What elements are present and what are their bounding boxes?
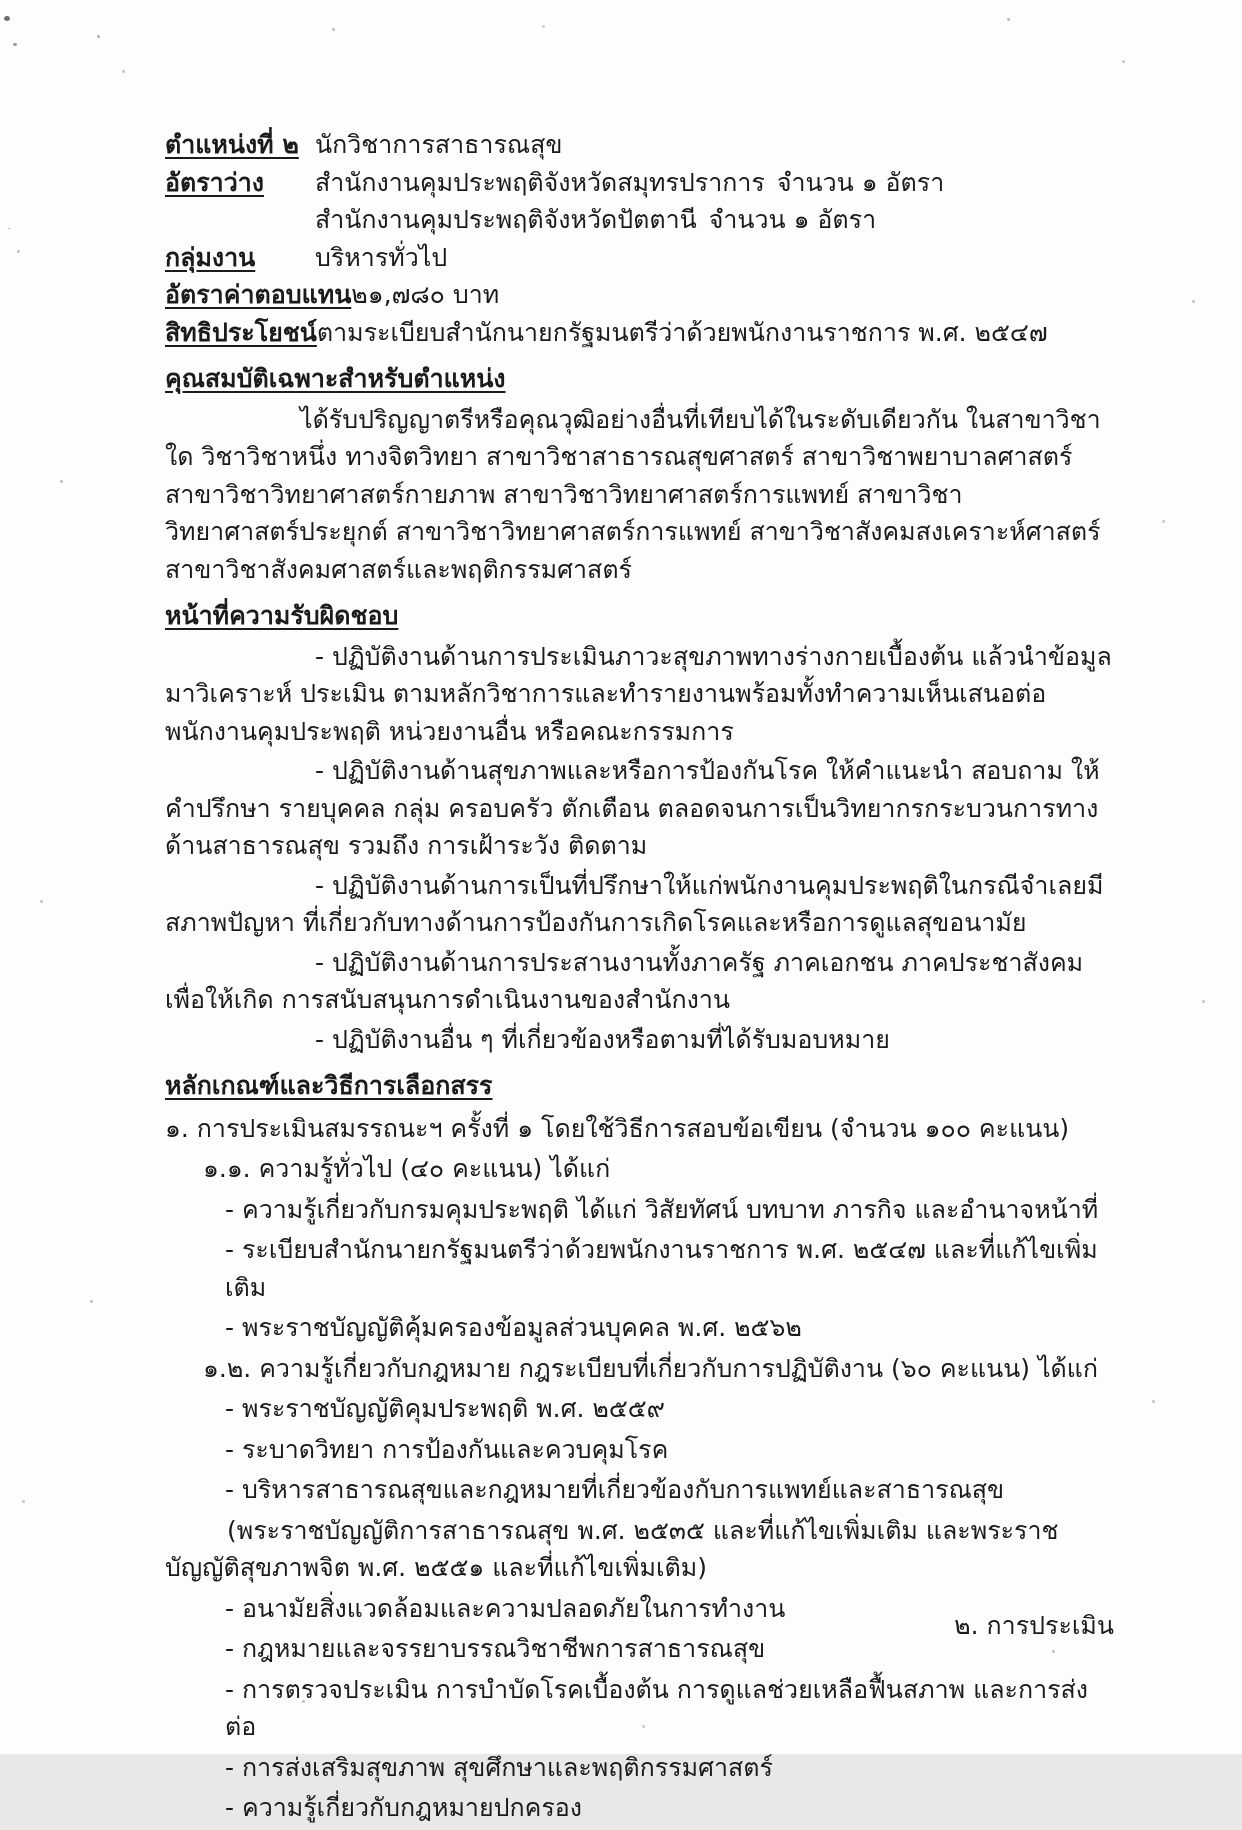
criteria-sub-1-2-title: ๑.๒. ความรู้เกี่ยวกับกฎหมาย กฎระเบียบที่เกี่ยวกับการปฏิบัติงาน (๖๐ คะแนน) ได้แก่ [203, 1353, 1099, 1383]
vacancy-count-1: จำนวน ๑ อัตรา [776, 167, 945, 197]
criteria-heading: หลักเกณฑ์และวิธีการเลือกสรร [165, 1071, 493, 1100]
document-content [165, 126, 1113, 1830]
qualifications-heading: คุณสมบัติเฉพาะสำหรับตำแหน่ง [165, 364, 506, 393]
criteria-sub-item: - บริหารสาธารณสุขและกฎหมายที่เกี่ยวข้องกับการแพทย์และสาธารณสุข [225, 1475, 1005, 1504]
criteria-sub-1-1-title: ๑.๑. ความรู้ทั่วไป (๔๐ คะแนน) ได้แก่ [203, 1154, 611, 1183]
criteria-sub-item: - ระบาดวิทยา การป้องกันและควบคุมโรค [225, 1434, 669, 1464]
vacancy-office-2: สำนักงานคุมประพฤติจังหวัดปัตตานี [315, 205, 697, 234]
criteria-sub-item: - พระราชบัญญัติคุ้มครองข้อมูลส่วนบุคคล พ.ศ. ๒๕๖๒ [225, 1313, 802, 1342]
criteria-sub-item: - พระราชบัญญัติคุมประพฤติ พ.ศ. ๒๕๕๙ [225, 1394, 665, 1423]
field-row-vacancy-1 [165, 164, 1113, 202]
criteria-sub-item: - ความรู้เกี่ยวกับกฎหมายปกครอง [225, 1793, 582, 1822]
position-value: นักวิชาการสาธารณสุข [315, 130, 563, 159]
duty-item: - ปฏิบัติงานด้านสุขภาพและหรือการป้องกันโรค ให้คำแนะนำ สอบถาม ให้คำปรึกษา รายบุคคล กลุ่ม ครอบครัว ตักเตือน ตลอดจนการเป็นวิทยากรกระบวนการทางด้านสาธารณสุข รวมถึง การเฝ้าระวัง ติดตาม [165, 756, 1100, 860]
criteria-item-1: ๑. การประเมินสมรรถนะฯ ครั้งที่ ๑ โดยใช้วิธีการสอบข้อเขียน (จำนวน ๑๐๐ คะแนน) [165, 1113, 1070, 1143]
criteria-sub-item: - การตรวจประเมิน การบำบัดโรคเบื้องต้น การดูแลช่วยเหลือฟื้นสภาพ และการส่งต่อ [225, 1674, 1089, 1741]
field-row-salary [165, 276, 1113, 314]
field-row-benefits [165, 314, 1113, 352]
benefits-label: สิทธิประโยชน์ [165, 317, 317, 347]
field-row-workgroup [165, 239, 1113, 277]
benefits-value: ตามระเบียบสำนักนายกรัฐมนตรีว่าด้วยพนักงานราชการ พ.ศ. ๒๕๔๗ [316, 317, 1048, 347]
criteria-sub-item: - ความรู้เกี่ยวกับกรมคุมประพฤติ ได้แก่ วิสัยทัศน์ บทบาท ภารกิจ และอำนาจหน้าที่ [225, 1194, 1099, 1224]
field-row-vacancy-2 [165, 201, 1113, 239]
continuation-marker: ๒. การประเมิน [954, 1611, 1114, 1640]
criteria-sub-item: - อนามัยสิ่งแวดล้อมและความปลอดภัยในการทำงาน [225, 1593, 786, 1623]
duty-item: - ปฏิบัติงานด้านการเป็นที่ปรึกษาให้แก่พนักงานคุมประพฤติในกรณีจำเลยมีสภาพปัญหา ที่เกี่ยวกับทางด้านการป้องกันการเกิดโรคและหรือการดูแลสุขอนามัย [165, 870, 1104, 937]
duty-item: - ปฏิบัติงานอื่น ๆ ที่เกี่ยวข้องหรือตามที่ได้รับมอบหมาย [315, 1024, 890, 1054]
vacancy-office-1: สำนักงานคุมประพฤติจังหวัดสมุทรปราการ [315, 167, 765, 197]
criteria-sub-item: - ระเบียบสำนักนายกรัฐมนตรีว่าด้วยพนักงานราชการ พ.ศ. ๒๕๔๗ และที่แก้ไขเพิ่มเติม [225, 1235, 1098, 1302]
salary-value: ๒๑,๗๘๐ บาท [351, 280, 500, 309]
duties-heading: หน้าที่ความรับผิดชอบ [165, 601, 399, 630]
criteria-sub-item: - การส่งเสริมสุขภาพ สุขศึกษาและพฤติกรรมศาสตร์ [225, 1752, 773, 1782]
duty-item: - ปฏิบัติงานด้านการประสานงานทั้งภาครัฐ ภาคเอกชน ภาคประชาสังคม เพื่อให้เกิด การสนับสนุนการดำเนินงานของสำนักงาน [165, 947, 1084, 1014]
workgroup-value: บริหารทั่วไป [315, 242, 448, 272]
position-label: ตำแหน่งที่ ๒ [165, 130, 299, 159]
vacancy-count-2: จำนวน ๑ อัตรา [708, 205, 877, 234]
vacancy-label: อัตราว่าง [165, 167, 264, 197]
scan-edge-mark [4, 16, 10, 21]
salary-label: อัตราค่าตอบแทน [165, 280, 352, 309]
scan-noise-specks [97, 35, 100, 38]
duty-item: - ปฏิบัติงานด้านการประเมินภาวะสุขภาพทางร่างกายเบื้องต้น แล้วนำข้อมูลมาวิเคราะห์ ประเมิน ตามหลักวิชาการและทำรายงานพร้อมทั้งทำความเห็นเสนอต่อพนักงานคุมประพฤติ หน่วยงานอื่น หรือคณะกรรมการ [165, 641, 1112, 746]
field-row-position [165, 126, 1113, 164]
workgroup-label: กลุ่มงาน [165, 242, 256, 272]
qualifications-paragraph: ได้รับปริญญาตรีหรือคุณวุฒิอย่างอื่นที่เทียบได้ในระดับเดียวกัน ในสาขาวิชาใด วิชาวิชาหนึ่ง ทางจิตวิทยา สาขาวิชาสาธารณสุขศาสตร์ สาขาวิชาพยาบาลศาสตร์ สาขาวิชาวิทยาศาสตร์กายภาพ สาขาวิชาวิทยาศาสตร์การแพทย์ สาขาวิชาวิทยาศาสตร์ประยุกต์ สาขาวิชาวิทยาศาสตร์การแพทย์ สาขาวิชาสังคมสงเคราะห์ศาสตร์ สาขาวิชาสังคมศาสตร์และพฤติกรรมศาสตร์ [165, 404, 1101, 584]
criteria-sub-note: (พระราชบัญญัติการสาธารณสุข พ.ศ. ๒๕๓๕ และที่แก้ไขเพิ่มเติม และพระราชบัญญัติสุขภาพจิต พ.ศ. ๒๕๕๑ และที่แก้ไขเพิ่มเติม) [165, 1515, 1059, 1582]
criteria-sub-item: - กฎหมายและจรรยาบรรณวิชาชีพการสาธารณสุข [225, 1634, 766, 1663]
